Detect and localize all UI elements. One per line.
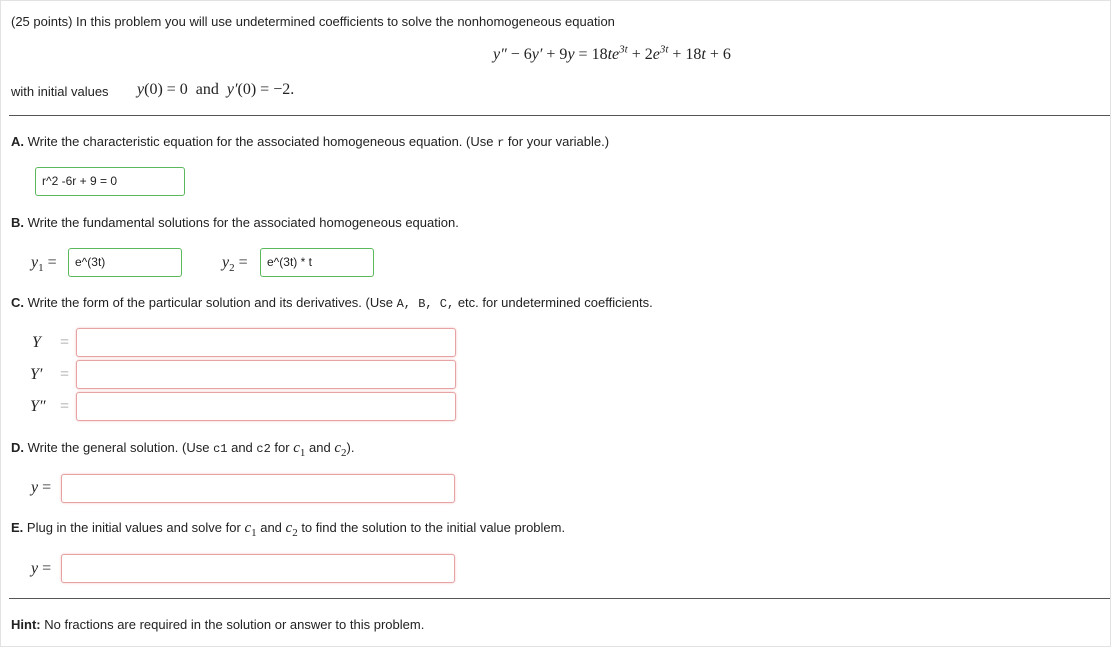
initial-values-label: with initial values (11, 84, 109, 99)
y2-input[interactable]: e^(3t) * t (260, 248, 374, 277)
problem-intro: (25 points) In this problem you will use undetermined coefficients to solve the nonhomogeneous equation (11, 14, 615, 29)
initial-values-math: y(0) = 0 and y′(0) = −2. (137, 81, 295, 98)
particular-solution-Yprime-input[interactable] (76, 360, 456, 389)
part-d-prompt: D. Write the general solution. (Use c1 and c2 for $c_1$ and $c_2$). (11, 440, 355, 459)
Y-equals: = (60, 334, 70, 351)
differential-equation: $y'' - 6y' + 9y = 18te^{3t} + 2e^{3t} + 18t + 6$ (493, 43, 731, 63)
Ypp-equals: = (60, 398, 70, 415)
ivp-solution-label: y = (31, 560, 52, 577)
part-c-prompt: C. Write the form of the particular solution and its derivatives. (Use A, B, C, etc. for undetermined coefficients. (11, 295, 653, 311)
y1-input[interactable]: e^(3t) (68, 248, 182, 277)
part-e-prompt: E. Plug in the initial values and solve for $c_1$ and $c_2$ to find the solution to the initial value problem. (11, 520, 566, 539)
part-a-prompt: A. Write the characteristic equation for the associated homogeneous equation. (Use r for your variable.) (11, 134, 610, 150)
part-b-prompt: B. Write the fundamental solutions for the associated homogeneous equation. (11, 215, 459, 230)
particular-solution-Y-input[interactable] (76, 328, 456, 357)
Y-label: Y (32, 334, 41, 351)
y2-label: $y_2$ = (222, 254, 248, 275)
Ypp-label: Y″ (30, 398, 46, 415)
divider (9, 598, 1110, 599)
divider (9, 115, 1110, 116)
hint: Hint: No fractions are required in the solution or answer to this problem. (11, 617, 425, 632)
y1-label: $y_1$ = (31, 254, 57, 275)
particular-solution-Ydoubleprime-input[interactable] (76, 392, 456, 421)
characteristic-equation-input[interactable]: r^2 -6r + 9 = 0 (35, 167, 185, 196)
general-solution-label: y = (31, 479, 52, 496)
Yp-label: Y′ (30, 366, 43, 383)
general-solution-input[interactable] (61, 474, 455, 503)
Yp-equals: = (60, 366, 70, 383)
ivp-solution-input[interactable] (61, 554, 455, 583)
